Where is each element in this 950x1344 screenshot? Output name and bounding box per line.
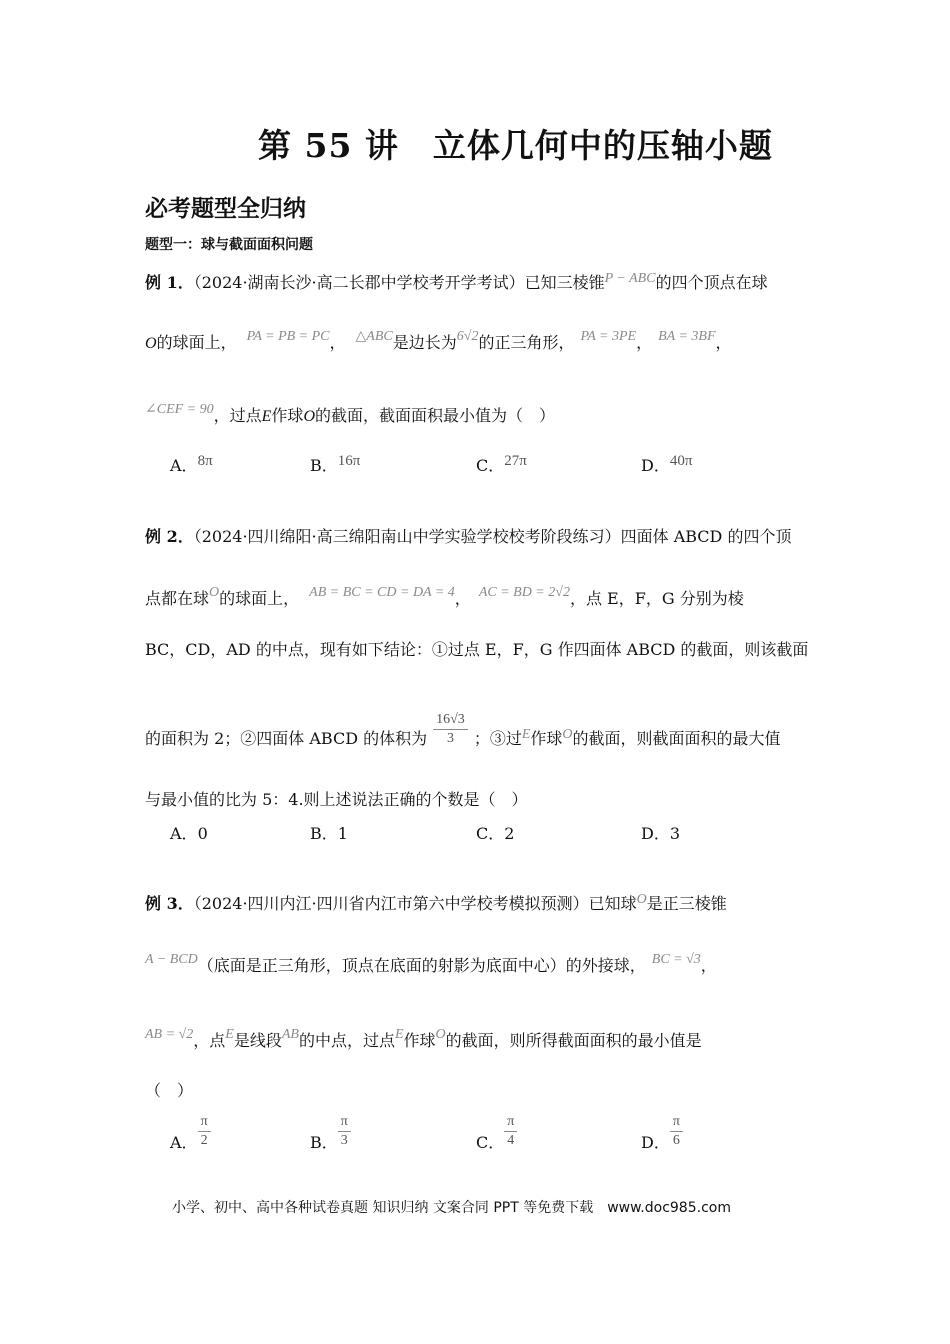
ex2-text: 点都在球 [145, 589, 210, 608]
ex1-source: （2024·湖南长沙·高二长郡中学校考开学考试）已知三棱锥 [193, 273, 605, 292]
option-letter: B． [310, 456, 338, 475]
ex3-text: 是正三棱锥 [646, 894, 727, 913]
ex2-math-eq: AB = BC = CD = DA = 4 [309, 585, 455, 600]
option-letter: A． [170, 824, 198, 843]
ex1-text: 的球面上， [156, 333, 237, 352]
ex1-option-a[interactable] [170, 453, 213, 476]
ex2-line-4 [145, 712, 781, 757]
ex1-option-c[interactable] [476, 453, 527, 476]
option-letter: D． [641, 456, 670, 475]
option-value: 3 [669, 824, 681, 843]
ex2-math-ac: AC = BD = 2√2 [478, 585, 570, 600]
ex2-line-2: 点都在球O的球面上， AB = BC = CD = DA = 4， AC = BD = 2√2，点 E，F，G 分别为棱 [145, 585, 744, 608]
ex1-text: 的正三角形， [478, 333, 575, 352]
ex1-math-len: 6√2 [456, 329, 479, 344]
ex3-text: （底面是正三角形，顶点在底面的射影为底面中心）的外接球， [197, 956, 646, 975]
fraction-denominator: 6 [672, 1133, 680, 1148]
ex1-math-pa: PA = 3PE [580, 329, 637, 344]
ex1-o: O [303, 408, 315, 425]
ex1-math-eq1: PA = PB = PC [246, 329, 330, 344]
ex2-text: （2024·四川绵阳·高三绵阳南山中学实验学校校考阶段练习）四面体 ABCD 的四个顶 [193, 527, 792, 546]
ex3-text: （ ） [145, 1081, 194, 1100]
ex2-text: 与最小值的比为 5：4.则上述说法正确的个数是（ ） [145, 790, 528, 809]
option-value: 1 [337, 824, 348, 843]
ex3-text: 作球 [403, 1031, 436, 1050]
subtype-heading: 题型一：球与截面面积问题 [145, 237, 313, 253]
ex3-text: 是线段 [233, 1031, 282, 1050]
ex3-e: E [394, 1027, 404, 1042]
ex1-text: 的四个顶点在球 [655, 273, 768, 292]
option-value: 0 [197, 824, 208, 843]
ex1-line-3 [145, 403, 555, 426]
option-fraction [670, 1114, 683, 1149]
ex1-math-tri: △ABC [355, 329, 393, 344]
ex1-text: ，过点 [213, 406, 262, 425]
ex1-label: 例 1． [145, 273, 194, 292]
ex3-option-b[interactable] [310, 1114, 351, 1152]
ex2-text: ，点 E，F，G 分别为棱 [569, 589, 744, 608]
ex3-line-3 [145, 1028, 702, 1051]
ex3-label: 例 3． [145, 894, 194, 913]
option-value: 2 [504, 824, 515, 843]
ex3-text: （2024·四川内江·四川省内江市第六中学校考模拟预测）已知球 [193, 894, 637, 913]
option-letter: A． [170, 1133, 198, 1152]
ex1-line-2 [145, 330, 732, 353]
ex2-o: O [209, 585, 220, 600]
ex2-o: O [562, 727, 573, 742]
option-value: 16π [337, 453, 361, 469]
ex1-text: ， [329, 333, 346, 352]
option-letter: C． [476, 1133, 505, 1152]
ex2-option-a[interactable] [170, 821, 208, 844]
ex3-option-d[interactable] [641, 1114, 683, 1152]
page-title: 第 55 讲 立体几何中的压轴小题 [258, 126, 773, 165]
option-letter: B． [310, 824, 338, 843]
ex2-line-3 [145, 637, 808, 660]
ex3-math-ab: AB = √2 [145, 1027, 194, 1042]
ex1-o: O [145, 335, 157, 352]
fraction-numerator: 16√3 [433, 712, 468, 730]
ex3-option-c[interactable] [476, 1114, 517, 1152]
ex1-option-d[interactable] [641, 453, 692, 476]
ex2-text: BC，CD，AD 的中点，现有如下结论：①过点 E，F，G 作四面体 ABCD 的截面，则该截面 [145, 640, 809, 659]
ex1-text: ， [715, 333, 732, 352]
fraction-numerator: π [338, 1114, 351, 1132]
option-value: 27π [504, 453, 527, 469]
ex3-text: ， [700, 956, 717, 975]
ex2-text: 的面积为 2；②四面体 ABCD 的体积为 [145, 729, 428, 748]
ex2-text: 作球 [530, 729, 563, 748]
ex3-text: 的中点，过点 [298, 1031, 395, 1050]
ex1-line-1 [145, 270, 768, 293]
ex3-e: E [225, 1027, 234, 1042]
ex1-e: E [261, 408, 272, 425]
fraction-denominator: 3 [446, 731, 454, 746]
fraction-denominator: 2 [200, 1133, 208, 1148]
option-value: 40π [669, 453, 693, 469]
ex2-option-d[interactable] [641, 821, 680, 844]
ex2-volume-fraction [433, 712, 468, 747]
ex3-text: ，点 [193, 1031, 226, 1050]
ex3-math-abcd: A − BCD [145, 952, 198, 967]
ex1-text: 是边长为 [392, 333, 457, 352]
option-fraction [338, 1114, 351, 1149]
fraction-numerator: π [504, 1114, 517, 1132]
fraction-denominator: 3 [340, 1133, 348, 1148]
option-letter: C． [476, 456, 505, 475]
ex1-text: ， [636, 333, 653, 352]
fraction-numerator: π [670, 1114, 683, 1132]
ex1-math-ba: BA = 3BF [658, 329, 716, 344]
option-letter: D． [641, 824, 670, 843]
option-fraction [504, 1114, 517, 1149]
ex1-text: 作球 [271, 406, 304, 425]
option-letter: C． [476, 824, 505, 843]
section-heading: 必考题型全归纳 [145, 195, 306, 222]
ex2-line-5 [145, 787, 528, 810]
ex3-option-a[interactable] [170, 1114, 211, 1152]
ex3-math-seg: AB [281, 1027, 299, 1042]
ex3-line-2 [145, 953, 717, 976]
fraction-denominator: 4 [507, 1133, 515, 1148]
option-letter: A． [170, 456, 198, 475]
ex3-line-1 [145, 891, 727, 914]
option-fraction [198, 1114, 211, 1149]
ex1-math-pabc: P − ABC [604, 271, 656, 286]
option-letter: D． [641, 1133, 670, 1152]
ex2-text: ；③过 [473, 729, 522, 748]
ex2-label: 例 2． [145, 527, 194, 546]
ex3-text: 的截面，则所得截面面积的最小值是 [445, 1031, 702, 1050]
ex1-option-b[interactable] [310, 453, 360, 476]
ex3-o: O [636, 892, 647, 907]
option-letter: B． [310, 1133, 338, 1152]
fraction-numerator: π [198, 1114, 211, 1132]
ex2-line-1 [145, 524, 791, 547]
ex3-math-bc: BC = √3 [651, 952, 701, 967]
ex1-math-angle: ∠CEF = 90 [145, 402, 214, 417]
ex2-option-c[interactable] [476, 821, 514, 844]
ex2-option-b[interactable] [310, 821, 348, 844]
ex3-o: O [435, 1027, 446, 1042]
ex2-text: 的截面，则截面面积的最大值 [572, 729, 781, 748]
ex2-text: 的球面上， [219, 589, 300, 608]
option-value: 8π [197, 453, 213, 469]
ex1-text: 的截面，截面面积最小值为（ ） [315, 406, 556, 425]
ex3-line-4 [145, 1078, 193, 1101]
ex2-e: E [521, 727, 531, 742]
page-footer: 小学、初中、高中各种试卷真题 知识归纳 文案合同 PPT 等免费下载 www.doc985.com [172, 1200, 731, 1216]
